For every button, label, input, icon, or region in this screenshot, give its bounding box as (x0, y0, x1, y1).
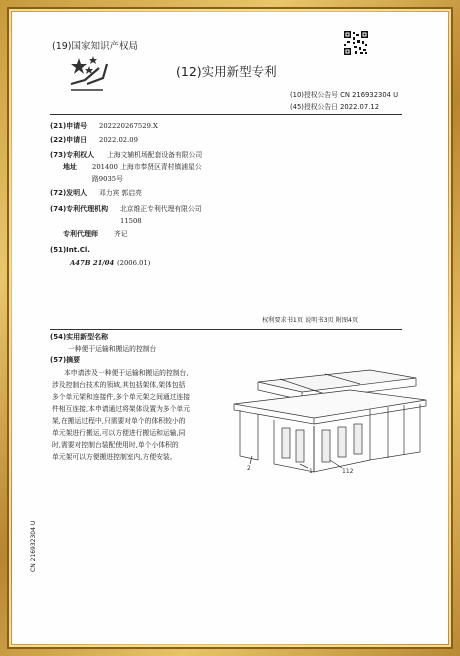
publication-date: (45)授权公告日 2022.07.12 (290, 103, 380, 111)
abstract-line: 涉及控制台技术的领域,其包括架体,架体包括 (52, 381, 186, 389)
address-line-1: 201400 上海市奉贤区青村镇浦星公 (92, 163, 202, 171)
agency-line-1: 北京维正专利代理有限公司 (120, 205, 202, 213)
abstract-line: 件相互连接,本申请通过将架体设置为多个单元 (52, 405, 191, 413)
agent: 齐记 (114, 230, 128, 238)
patentee: 上海文辅机场配套设备有限公司 (107, 151, 203, 159)
abstract-line: 架,在搬运过程中,只需要对单个的体积较小的 (52, 417, 186, 425)
agent-label: 专利代理师 (63, 230, 98, 238)
address-line-2: 路9035号 (92, 175, 123, 183)
abstract-line: 时,需要对控制台装配使用时,单个小体积的 (52, 441, 179, 449)
abstract-line: 多个单元架和连接件,多个单元架之间通过连接 (52, 393, 191, 401)
console-drawing (230, 364, 430, 474)
header-divider (50, 114, 402, 115)
patentee-label: (73)专利权人 (50, 151, 95, 159)
app-date: 2022.02.09 (99, 136, 138, 144)
title-label: (54)实用新型名称 (50, 333, 109, 341)
middle-divider (50, 329, 402, 330)
inventors: 邓力宾 郭启亮 (99, 189, 142, 197)
abstract-label: (57)摘要 (50, 356, 81, 364)
ipc-version: (2006.01) (117, 259, 151, 267)
utility-model-title: 一种便于运输和搬运的控制台 (68, 345, 157, 353)
cnipa-logo-icon (65, 54, 109, 94)
label-1: 1 (309, 468, 313, 474)
abstract-line: 单元架可以方便搬进控制室内,方便安装。 (52, 453, 177, 461)
publication-number: (10)授权公告号 CN 216932304 U (290, 91, 399, 99)
app-no: 202220267529.X (99, 122, 158, 130)
ipc-code: A47B 21/04 (70, 259, 115, 267)
page-counts: 权利要求书1页 说明书3页 附图4页 (262, 317, 359, 324)
qr-code-icon (343, 30, 369, 56)
abstract-line: 本申请涉及一种便于运输和搬运的控制台, (64, 369, 189, 377)
label-2: 2 (247, 465, 251, 472)
document-type: (12)实用新型专利 (176, 64, 277, 79)
ipc-label: (51)Int.Cl. (50, 246, 90, 254)
side-publication-number: CN 216932304 U (30, 520, 37, 572)
label-112: 112 (342, 468, 354, 474)
inventors-label: (72)发明人 (50, 189, 88, 197)
abstract-line: 单元架进行搬运,可以方便进行搬运和运输,同 (52, 429, 186, 437)
address-label: 地址 (63, 163, 77, 171)
office-name: (19)国家知识产权局 (52, 41, 139, 52)
app-date-label: (22)申请日 (50, 136, 88, 144)
app-no-label: (21)申请号 (50, 122, 88, 130)
agency-label: (74)专利代理机构 (50, 205, 109, 213)
patent-page (12, 12, 448, 644)
agency-line-2: 11508 (120, 217, 142, 225)
